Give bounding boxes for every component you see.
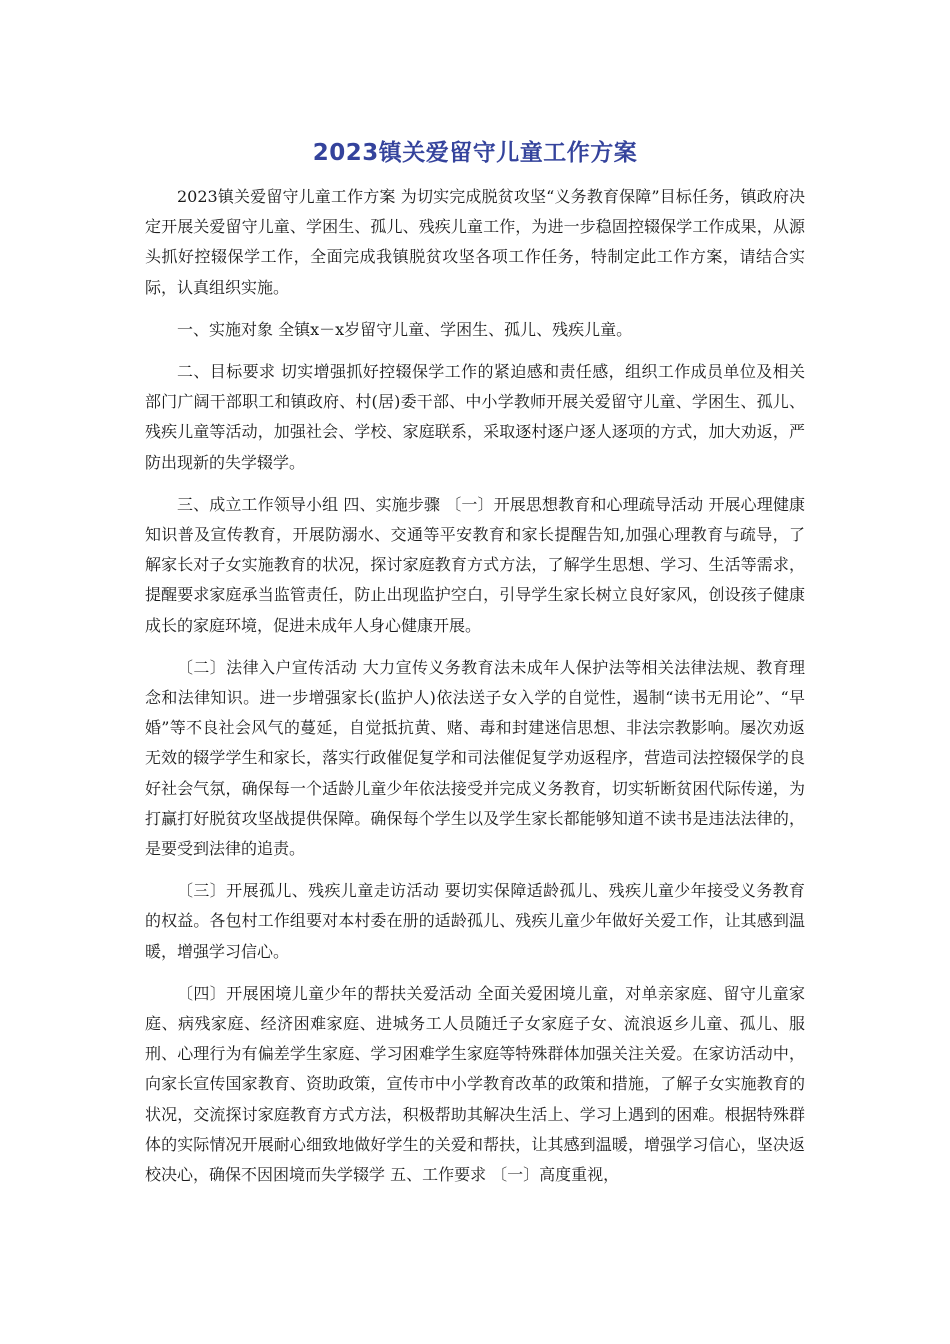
paragraph-section-1: 一、实施对象 全镇x－x岁留守儿童、学困生、孤儿、残疾儿童。 <box>177 319 633 339</box>
paragraph-step-4: 〔四〕开展困境儿童少年的帮扶关爱活动 全面关爱困境儿童，对单亲家庭、留守儿童家庭、病残家庭、经济困难家庭、进城务工人员随迁子女家庭子女、流浪返乡儿童、孤儿、服刑、心理行为有偏差学生家庭、学习困难学生家庭等特殊群体加强关注关爱。在家访活动中，向家长宣传国家教育、资助政策，宣传市中小学教育改革的政策和措施，了解子女实施教育的状况，交流探讨家庭教育方式方法，积极帮助其解决生活上、学习上遇到的困难。根据特殊群体的实际情况开展耐心细致地做好学生的关爱和帮扶，让其感到温暖，增强学习信心，坚决返校决心，确保不因困境而失学辍学 五、工作要求 〔一〕高度重视， <box>145 983 805 1185</box>
page-title: 2023镇关爱留守儿童工作方案 <box>312 140 638 166</box>
paragraph-intro: 2023镇关爱留守儿童工作方案 为切实完成脱贫攻坚“义务教育保障”目标任务，镇政府决定开展关爱留守儿童、学困生、孤儿、残疾儿童工作，为进一步稳固控辍保学工作成果，从源头抓好控辍保学工作，全面完成我镇脱贫攻坚各项工作任务，特制定此工作方案，请结合实际，认真组织实施。 <box>145 187 805 297</box>
paragraph-section-2: 二、目标要求 切实增强抓好控辍保学工作的紧迫感和责任感，组织工作成员单位及相关部门广阔干部职工和镇政府、村(居)委干部、中小学教师开展关爱留守儿童、学困生、孤儿、残疾儿童等活动，加强社会、学校、家庭联系，采取逐村逐户逐人逐项的方式，加大劝返，严防出现新的失学辍学。 <box>145 362 805 472</box>
document-body <box>145 182 805 1202</box>
paragraph-step-2: 〔二〕法律入户宣传活动 大力宣传义务教育法未成年人保护法等相关法律法规、教育理念和法律知识。进一步增强家长(监护人)依法送子女入学的自觉性，遏制“读书无用论”、“早婚”等不良社会风气的蔓延，自觉抵抗黄、赌、毒和封建迷信思想、非法宗教影响。屡次劝返无效的辍学学生和家长，落实行政催促复学和司法催促复学劝返程序，营造司法控辍保学的良好社会气氛，确保每一个适龄儿童少年依法接受并完成义务教育，切实斩断贫困代际传递，为打赢打好脱贫攻坚战提供保障。确保每个学生以及学生家长都能够知道不读书是违法法律的，是要受到法律的追责。 <box>145 657 805 859</box>
paragraph-step-3: 〔三〕开展孤儿、残疾儿童走访活动 要切实保障适龄孤儿、残疾儿童少年接受义务教育的权益。各包村工作组要对本村委在册的适龄孤儿、残疾儿童少年做好关爱工作，让其感到温暖，增强学习信心。 <box>145 881 805 961</box>
paragraph-section-3-4: 三、成立工作领导小组 四、实施步骤 〔一〕开展思想教育和心理疏导活动 开展心理健康知识普及宣传教育，开展防溺水、交通等平安教育和家长提醒告知,加强心理教育与疏导，了解家长对子女实施教育的状况，探讨家庭教育方式方法，了解学生思想、学习、生活等需求，提醒要求家庭承当监管责任，防止出现监护空白，引导学生家长树立良好家风，创设孩子健康成长的家庭环境，促进未成年人身心健康开展。 <box>145 494 805 635</box>
